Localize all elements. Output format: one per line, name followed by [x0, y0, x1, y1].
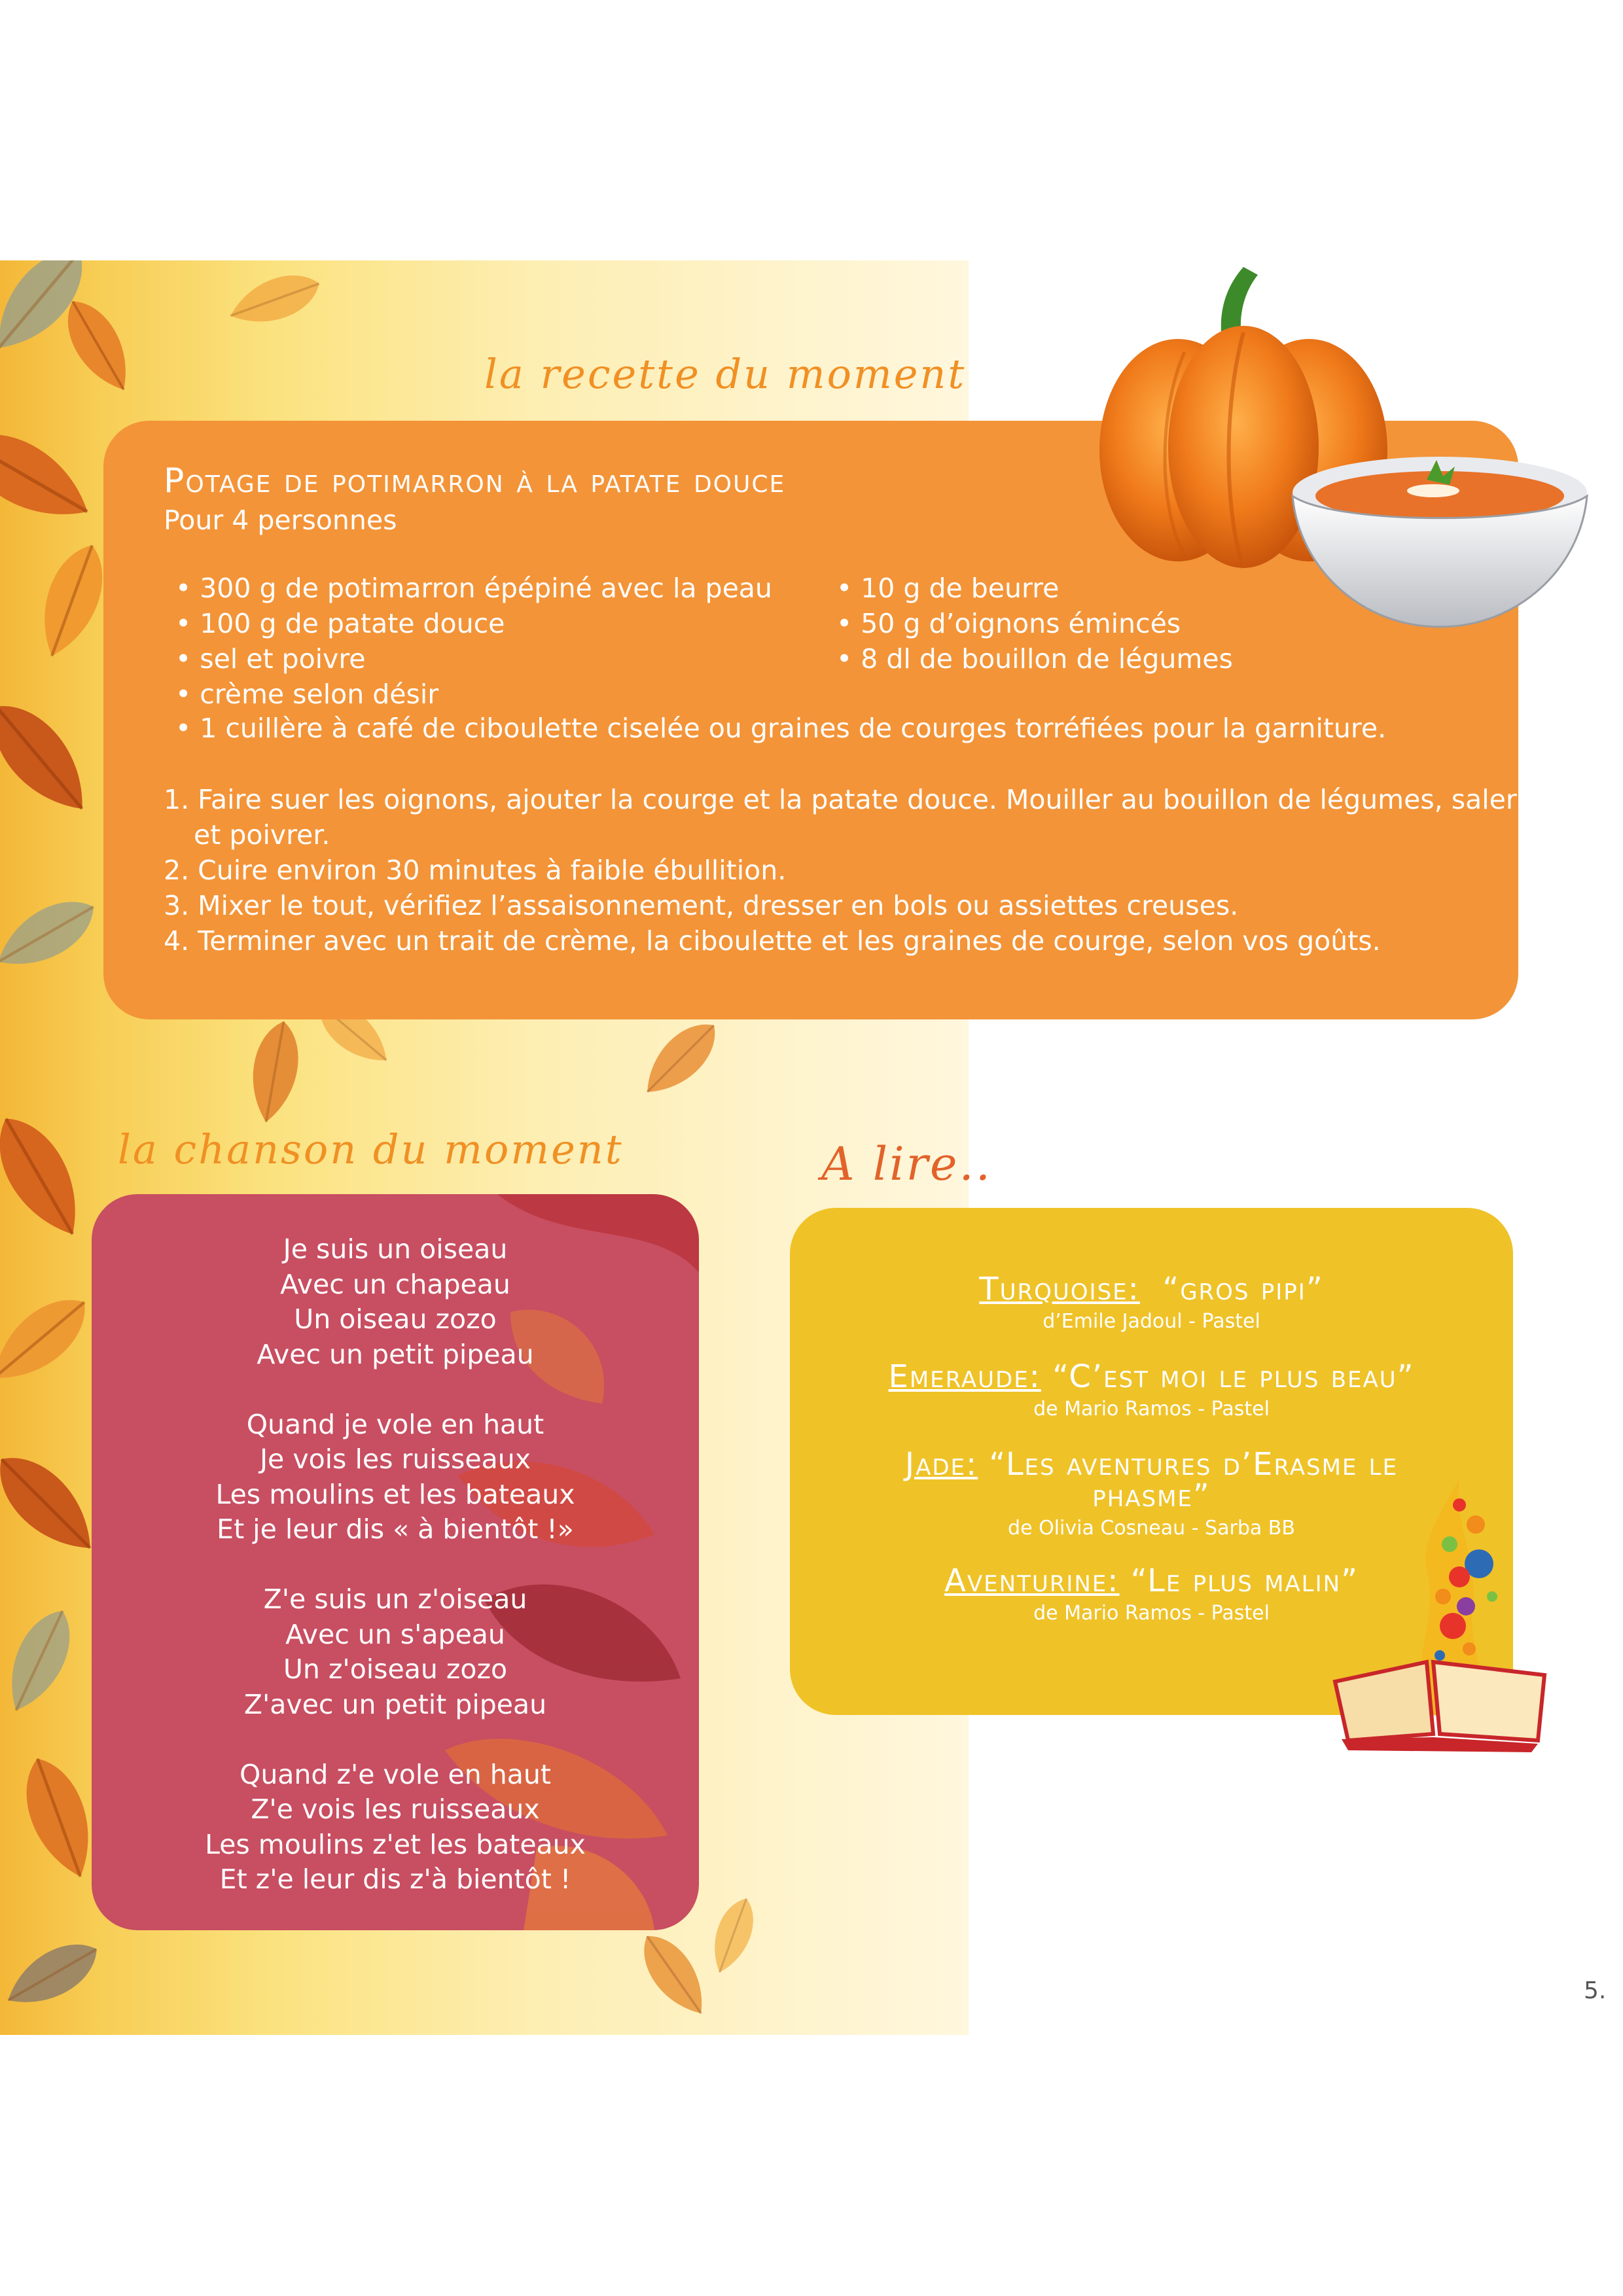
song-line: Z'e suis un z'oiseau [263, 1583, 527, 1615]
recipe-section-heading: la recette du moment [484, 350, 967, 398]
recipe-serves: Pour 4 personnes [164, 504, 397, 536]
song-section-heading: la chanson du moment [118, 1125, 624, 1173]
book-author: de Mario Ramos - Pastel [1033, 1398, 1270, 1421]
open-book-icon [1329, 1466, 1564, 1754]
ingredient-item: • 8 dl de bouillon de légumes [836, 643, 1233, 675]
ingredient-item: • 100 g de patate douce [175, 608, 505, 639]
book-entry [790, 1273, 1513, 1335]
song-line: Quand je vole en haut [246, 1408, 544, 1440]
recipe-step: 3. Mixer le tout, vérifiez l’assaisonnement, dresser en bols ou assiettes creuses. [164, 890, 1239, 921]
song-line: Un oiseau zozo [294, 1303, 497, 1335]
recipe-title: Potage de potimarron à la patate douce [164, 461, 786, 501]
recipe-step: 2. Cuire environ 30 minutes à faible ébullition. [164, 855, 787, 886]
ingredient-item: • 300 g de potimarron épépiné avec la peau [175, 573, 772, 604]
song-line: Les moulins et les bateaux [215, 1478, 575, 1510]
song-line: Quand z'e vole en haut [240, 1758, 551, 1790]
song-line: Avec un petit pipeau [257, 1338, 534, 1370]
song-line: Un z'oiseau zozo [283, 1653, 508, 1685]
song-line: Et z'e leur dis z'à bientôt ! [219, 1863, 571, 1895]
pumpkin-soup-illustration [1086, 260, 1597, 646]
reading-section-heading: A lire.. [821, 1137, 992, 1191]
book-entry [790, 1358, 1513, 1422]
book-author: d’Emile Jadoul - Pastel [1043, 1310, 1260, 1333]
book-title: “gros pipi” [1162, 1271, 1324, 1307]
soup-bowl-icon [1293, 457, 1587, 627]
recipe-step: et poivrer. [194, 819, 330, 851]
ingredient-item: • 50 g d’oignons émincés [836, 608, 1181, 639]
book-title: “Les aventures d’Erasme le [989, 1446, 1399, 1483]
ingredient-item: • 1 cuillère à café de ciboulette ciselée ou graines de courges torréfiées pour la garniture. [175, 713, 1387, 744]
song-line: Z'e vois les ruisseaux [251, 1793, 540, 1825]
book-title-line2: phasme” [1092, 1477, 1211, 1514]
song-lyrics [92, 1232, 699, 1898]
ingredient-item: • 10 g de beurre [836, 573, 1060, 604]
song-line: Avec un chapeau [280, 1268, 510, 1300]
book-label: Emeraude: [888, 1358, 1041, 1395]
book-author: de Mario Ramos - Pastel [1033, 1602, 1270, 1625]
book-title: “C’est moi le plus beau” [1052, 1358, 1415, 1395]
song-line: Je vois les ruisseaux [259, 1443, 531, 1475]
song-card [92, 1194, 699, 1930]
book-author: de Olivia Cosneau - Sarba BB [1008, 1517, 1295, 1540]
song-line: Avec un s'apeau [285, 1618, 505, 1650]
page-number: 5. [1584, 1977, 1607, 2004]
ingredient-item: • sel et poivre [175, 643, 366, 675]
song-line: Les moulins z'et les bateaux [205, 1828, 586, 1860]
song-line: Z'avec un petit pipeau [243, 1688, 547, 1720]
recipe-step: 1. Faire suer les oignons, ajouter la courge et la patate douce. Mouiller au bouillon de légumes, saler [164, 784, 1517, 815]
book-title: “Le plus malin” [1130, 1563, 1359, 1599]
ingredient-item: • crème selon désir [175, 679, 439, 710]
book-label: Turquoise: [979, 1271, 1140, 1307]
song-line: Je suis un oiseau [283, 1233, 508, 1265]
song-line: Et je leur dis « à bientôt !» [217, 1513, 574, 1545]
book-label: Jade: [904, 1446, 978, 1483]
book-label: Aventurine: [944, 1563, 1120, 1599]
recipe-step: 4. Terminer avec un trait de crème, la ciboulette et les graines de courge, selon vos goûts. [164, 925, 1381, 957]
